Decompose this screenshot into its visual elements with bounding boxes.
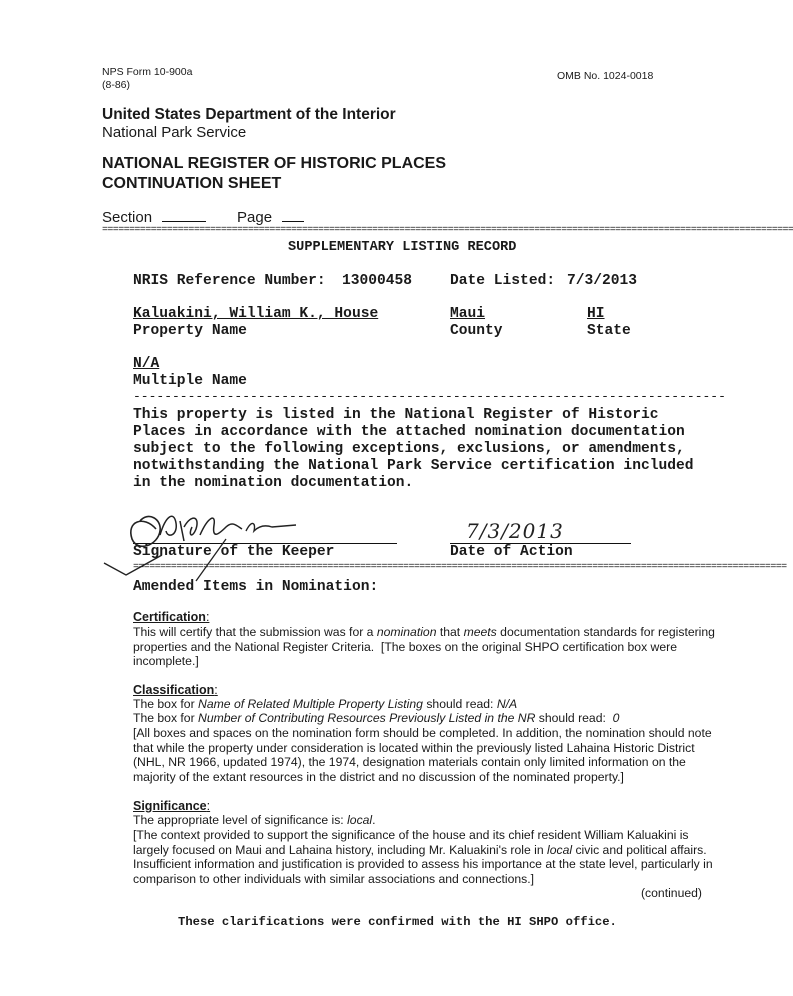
action-date-label: Date of Action <box>450 544 573 560</box>
form-number: NPS Form 10-900a <box>102 66 193 78</box>
statement-line-3: subject to the following exceptions, exclusions, or amendments, <box>133 441 685 457</box>
action-date-handwritten: 7/3/2013 <box>466 519 564 543</box>
dashed-rule: ---------------------------------------------------------------------------- <box>133 389 726 404</box>
certification-heading-text: Certification <box>133 610 206 624</box>
classification-text: [All boxes and spaces on the nomination form should be completed. In addition, the nomination should note that while the property under consideration is located within the previously listed Lahaina Historic District (NHL, NR 1966, updated 1974), the 1974, designation materials contain only limited information on the majority of the extant resources in the district and no discussion of the nominated property.] <box>133 726 712 784</box>
form-title: NATIONAL REGISTER OF HISTORIC PLACES <box>102 155 447 172</box>
statement-line-4: notwithstanding the National Park Service certification included <box>133 458 694 474</box>
classification-heading-text: Classification <box>133 683 215 697</box>
footer-note: These clarifications were confirmed with the HI SHPO office. <box>178 915 617 929</box>
double-rule-top: ================================================================================================================================ <box>102 225 793 236</box>
heading-colon: : <box>205 610 210 624</box>
multiple-name-label: Multiple Name <box>133 373 247 389</box>
continued-note: (continued) <box>641 886 702 900</box>
state-value: HI <box>587 306 605 322</box>
agency-name: National Park Service <box>102 124 247 141</box>
amended-items-label: Amended Items in Nomination: <box>133 579 379 595</box>
classification-heading <box>133 683 218 697</box>
classification-line-1: The box for Name of Related Multiple Property Listing should read: N/A <box>133 697 518 711</box>
multiple-name-value: N/A <box>133 356 160 372</box>
department-name: United States Department of the Interior <box>102 106 396 123</box>
state-label: State <box>587 323 631 339</box>
significance-heading-text: Significance <box>133 799 207 813</box>
significance-line-1: The appropriate level of significance is: local. <box>133 813 376 827</box>
nris-number: 13000458 <box>342 273 413 289</box>
heading-colon: : <box>214 683 218 697</box>
signature-label: Signature of the Keeper <box>133 544 335 560</box>
date-listed: 7/3/2013 <box>567 273 638 289</box>
property-name-label: Property Name <box>133 323 247 339</box>
classification-line-2: The box for Number of Contributing Resources Previously Listed in the NR should read: 0 <box>133 711 620 725</box>
page-blank <box>282 207 304 222</box>
nris-label: NRIS Reference Number: <box>133 273 326 289</box>
county-value: Maui <box>450 306 486 322</box>
form-subtitle: CONTINUATION SHEET <box>102 175 282 192</box>
certification-heading <box>133 610 209 624</box>
double-rule-bottom: ========================================================================================================================= <box>133 562 787 573</box>
section-field <box>102 207 206 226</box>
page-field <box>237 207 304 226</box>
date-listed-label: Date Listed: <box>450 273 556 289</box>
heading-colon: : <box>206 799 211 813</box>
significance-heading <box>133 799 210 813</box>
omb-number: OMB No. 1024-0018 <box>557 70 654 82</box>
page-label: Page <box>237 209 273 226</box>
record-heading: SUPPLEMENTARY LISTING RECORD <box>288 240 517 255</box>
county-label: County <box>450 323 503 339</box>
certification-text: This will certify that the submission was for a nomination that meets documentation standards for registering properties and the National Register Criteria. [The boxes on the original SHPO certification box were incomplete.] <box>133 625 715 669</box>
property-name: Kaluakini, William K., House <box>133 306 379 322</box>
section-blank <box>162 207 206 222</box>
section-label: Section <box>102 209 153 226</box>
significance-text: [The context provided to support the significance of the house and its chief resident William Kaluakini is largely focused on Maui and Lahaina history, including Mr. Kaluakini's role in local civic and political affairs. Insufficient information and justification is provided to assess his importance at the state level, particularly in comparison to other individuals with similar associations and connections.] <box>133 828 713 886</box>
statement-line-5: in the nomination documentation. <box>133 475 414 491</box>
statement-line-1: This property is listed in the National Register of Historic <box>133 407 659 423</box>
form-date: (8-86) <box>102 79 131 91</box>
statement-line-2: Places in accordance with the attached nomination documentation <box>133 424 685 440</box>
